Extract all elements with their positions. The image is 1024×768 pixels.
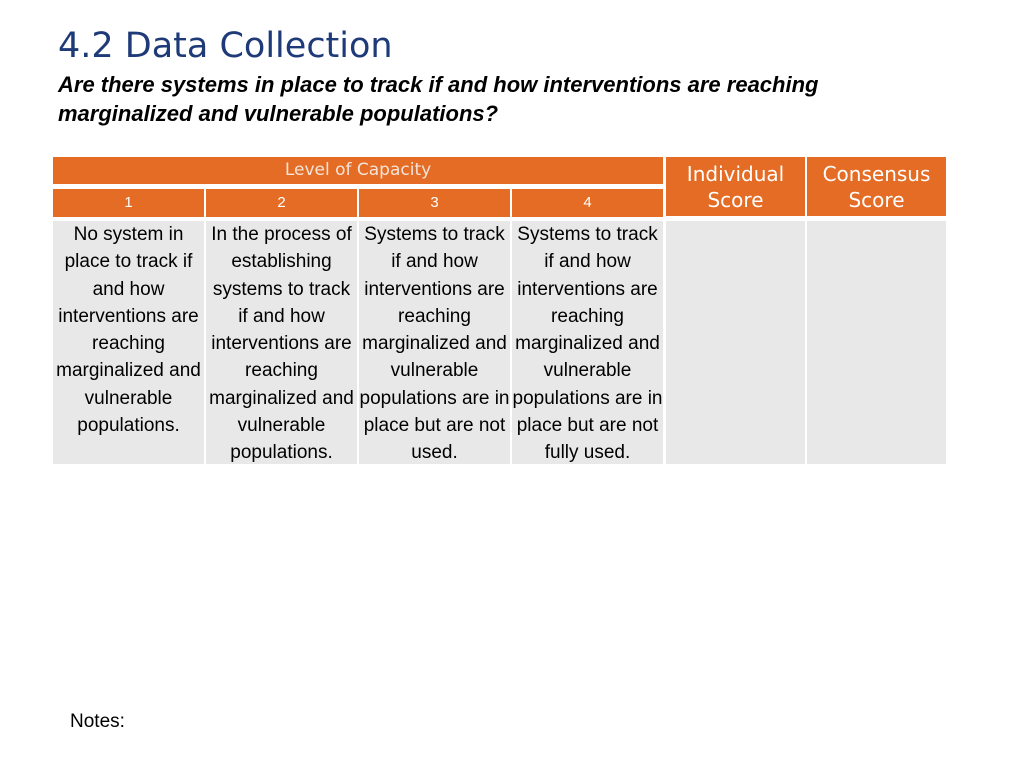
level-of-capacity-header: Level of Capacity xyxy=(53,157,663,184)
level-1-description: No system in place to track if and how interventions are reaching marginalized and vulnerable populations. xyxy=(53,221,204,464)
slide-title: 4.2 Data Collection xyxy=(58,26,393,66)
level-2-description: In the process of establishing systems to track if and how interventions are reaching marginalized and vulnerable populations. xyxy=(206,221,357,464)
consensus-score-cell[interactable] xyxy=(807,221,946,464)
level-4-description: Systems to track if and how interventions are reaching marginalized and vulnerable populations are in place but are not fully used. xyxy=(512,221,663,464)
individual-score-header: Individual Score xyxy=(666,157,805,216)
level-1-header: 1 xyxy=(53,189,204,217)
level-3-header: 3 xyxy=(359,189,510,217)
individual-score-cell[interactable] xyxy=(666,221,805,464)
consensus-score-header: Consensus Score xyxy=(807,157,946,216)
level-4-header: 4 xyxy=(512,189,663,217)
notes-label: Notes: xyxy=(70,711,125,732)
level-3-description: Systems to track if and how interventions are reaching marginalized and vulnerable populations are in place but are not used. xyxy=(359,221,510,464)
slide-question: Are there systems in place to track if and how interventions are reaching marginalized and vulnerable populations? xyxy=(58,72,819,126)
level-2-header: 2 xyxy=(206,189,357,217)
